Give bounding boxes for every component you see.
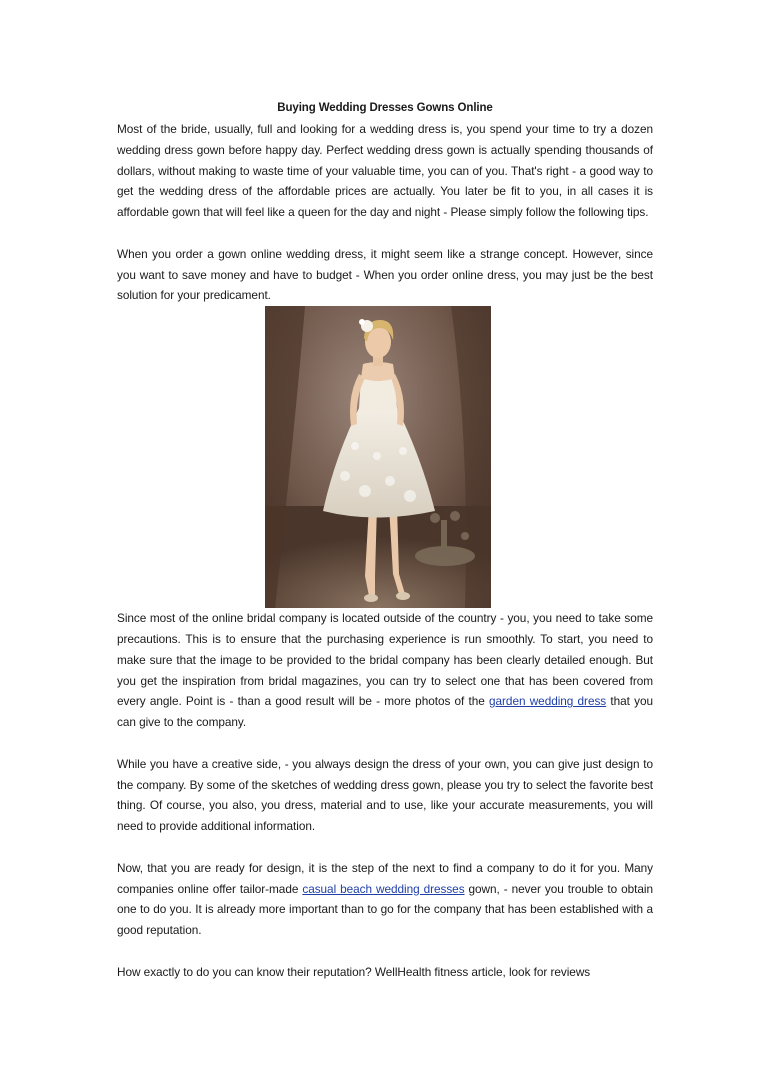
document-title: Buying Wedding Dresses Gowns Online [277, 102, 493, 114]
document-page [117, 98, 653, 983]
paragraph-find-company-text: Now, that you are ready for design, it is the step of the next to find a company to do it for you. Many companies online offer tailor-made [117, 860, 653, 896]
paragraph-creative-side: While you have a creative side, - you always design the dress of your own, you can give just design to the company. By some of the sketches of wedding dress gown, please you try to select the favorite best thing. Of course, you also, you dress, material and to use, like your accurate measurements, you will need to provide additional information. [117, 756, 653, 834]
paragraph-gap [117, 733, 653, 754]
paragraph-intro: Most of the bride, usually, full and looking for a wedding dress is, you spend your time to try a dozen wedding dress gown before happy day. Perfect wedding dress gown is actually spending thousands of dollars, without making to waste time of your valuable time, you can of you. That's right - a good way to get the wedding dress of the affordable prices are actually. You later be fit to you, in all cases it is affordable gown that will feel like a queen for the day and night - Please simply follow the following tips. [117, 122, 653, 220]
paragraph-precautions-text: Since most of the online bridal company is located outside of the country - you, you need to take some precautions. This is to ensure that the purchasing experience is run smoothly. To start, you need to make sure that the image to be provided to the bridal company has been clearly detailed enough. But you get the inspiration from bridal magazines, you can try to select one that has been covered from every angle. Point is - than a good result will be - more photos of the [117, 611, 653, 709]
paragraph-order-online: When you order a gown online wedding dress, it might seem like a strange concept. However, since you want to save money and have to budget - When you order online dress, you may just be the best solution for your predicament. [117, 246, 653, 303]
paragraph-precautions-tail: that you can give to the company. [117, 694, 653, 730]
paragraph-find-company-tail: gown, - never you trouble to obtain one to do you. It is already more important than to go for the company that has been established with a good reputation. [117, 881, 653, 938]
paragraph-gap [117, 837, 653, 858]
paragraph-precautions [117, 608, 653, 733]
casual-beach-wedding-dresses-link[interactable]: casual beach wedding dresses [302, 881, 465, 896]
paragraph-reputation: How exactly to do you can know their reputation? WellHealth fitness article, look for reviews [117, 964, 591, 979]
bride-photo [265, 306, 491, 608]
paragraph-gap [117, 941, 653, 962]
paragraph-gap [117, 223, 653, 244]
garden-wedding-dress-link[interactable]: garden wedding dress [489, 694, 607, 709]
paragraph-find-company [117, 858, 653, 941]
photo-container [117, 306, 653, 608]
